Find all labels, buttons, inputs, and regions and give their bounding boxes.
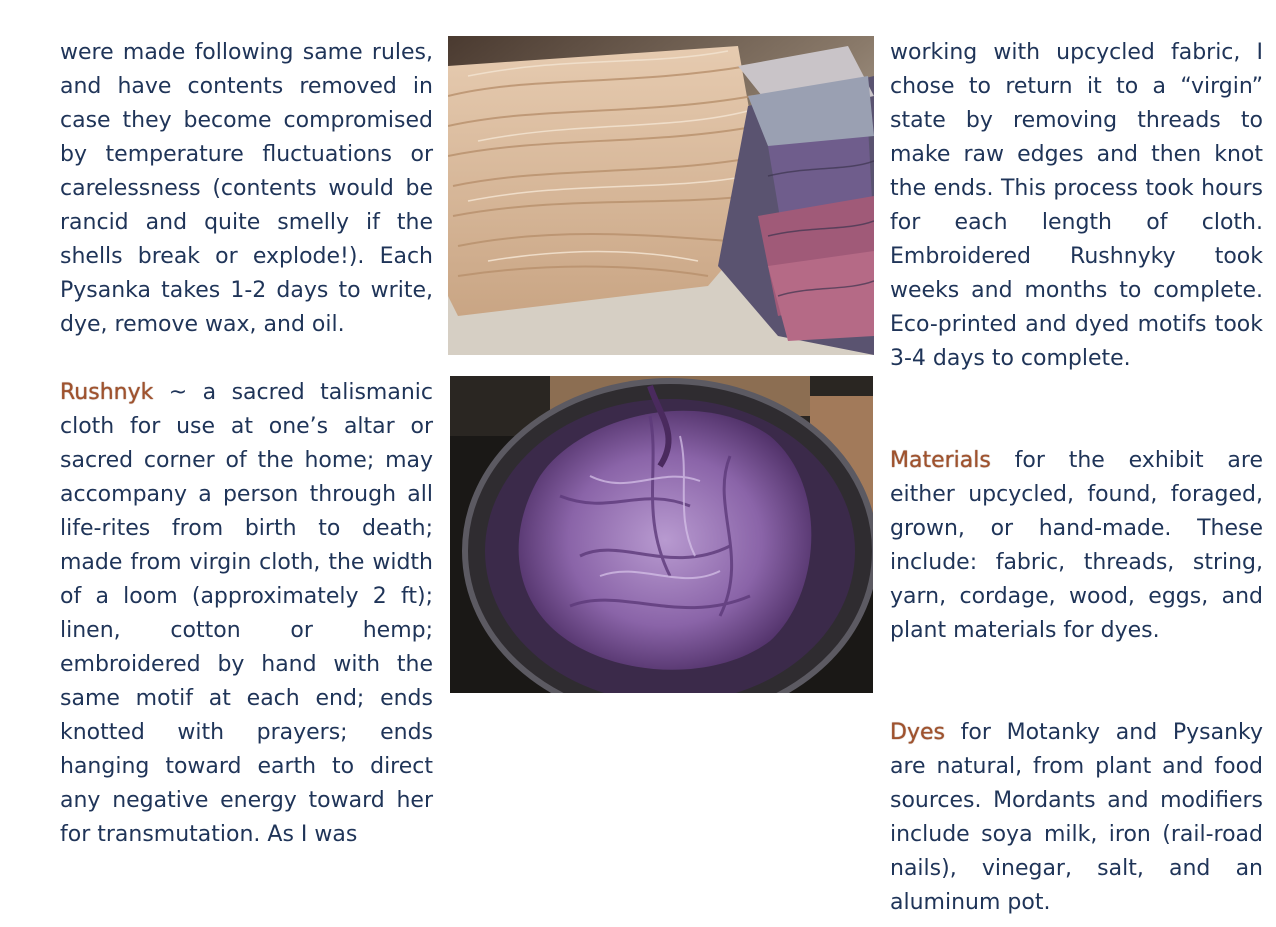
purple-dye-bath-photo	[450, 376, 873, 693]
rushnyk-paragraph	[60, 376, 433, 852]
right-text-column	[890, 36, 1263, 920]
materials-description: for the exhibit are either upcycled, found, foraged, grown, or hand-made. These include: fabric, threads, string, yarn, cordage, wood, eggs, and plant materials for dyes.	[890, 448, 1263, 643]
materials-paragraph	[890, 444, 1263, 648]
paragraph-spacer	[890, 376, 1263, 444]
left-text-column	[60, 36, 433, 852]
paragraph-spacer	[60, 342, 433, 376]
dyed-cloth-stack-photo	[448, 36, 874, 355]
dyes-paragraph	[890, 716, 1263, 920]
pysanka-paragraph: were made following same rules, and have contents removed in case they become compromised by temperature fluctuations or carelessness (contents would be rancid and quite smelly if the shells break or explode!). Each Pysanka takes 1-2 days to write, dye, remove wax, and oil.	[60, 40, 433, 337]
rushnyk-definition: ~ a sacred talismanic cloth for use at one’s altar or sacred corner of the home; may accompany a person through all life-rites from birth to death; made from virgin cloth, the width of a loom (approximately 2 ft); linen, cotton or hemp; embroidered by hand with the same motif at each end; ends knotted with prayers; ends hanging toward earth to direct any negative energy toward her for transmutation. As I was	[60, 380, 433, 847]
dyes-description: for Motanky and Pysanky are natural, from plant and food sources. Mordants and modifiers include soya milk, iron (rail-road nails), vinegar, salt, and an aluminum pot.	[890, 720, 1263, 915]
materials-term: Materials	[890, 448, 991, 473]
rushnyk-term: Rushnyk	[60, 380, 154, 405]
dyes-term: Dyes	[890, 720, 945, 745]
paragraph-spacer	[890, 648, 1263, 716]
upcycled-fabric-paragraph: working with upcycled fabric, I chose to return it to a “virgin” state by removing threads to make raw edges and then knot the ends. This process took hours for each length of cloth. Embroidered Rushnyky took weeks and months to complete. Eco-printed and dyed motifs took 3-4 days to complete.	[890, 40, 1263, 371]
